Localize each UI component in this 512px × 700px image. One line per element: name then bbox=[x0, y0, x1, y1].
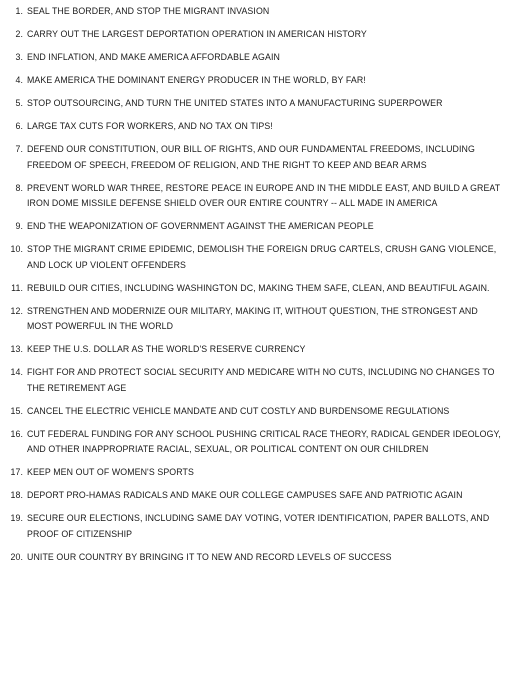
list-item bbox=[10, 96, 504, 112]
item-text: CANCEL THE ELECTRIC VEHICLE MANDATE AND CUT COSTLY AND BURDENSOME REGULATIONS bbox=[27, 405, 450, 416]
item-number: 6. bbox=[15, 121, 23, 131]
item-number: 4. bbox=[15, 75, 23, 85]
list-item bbox=[10, 27, 504, 43]
item-text: END INFLATION, AND MAKE AMERICA AFFORDABLE AGAIN bbox=[27, 52, 280, 62]
list-item bbox=[10, 281, 504, 297]
item-number: 8. bbox=[15, 182, 23, 193]
numbered-list bbox=[10, 4, 504, 565]
item-text: DEFEND OUR CONSTITUTION, OUR BILL OF RIGHTS, AND OUR FUNDAMENTAL FREEDOMS, INCLUDING FREEDOM OF SPEECH, FREEDOM OF RELIGION, AND THE RIGHT TO KEEP AND BEAR ARMS bbox=[27, 144, 475, 170]
item-number: 7. bbox=[15, 144, 23, 154]
list-item bbox=[10, 404, 504, 420]
item-text: STRENGTHEN AND MODERNIZE OUR MILITARY, MAKING IT, WITHOUT QUESTION, THE STRONGEST AND MOST POWERFUL IN THE WORLD bbox=[27, 305, 478, 331]
item-number: 19. bbox=[10, 513, 23, 523]
item-text: KEEP THE U.S. DOLLAR AS THE WORLD'S RESERVE CURRENCY bbox=[27, 344, 306, 354]
list-item bbox=[10, 219, 504, 235]
item-text: CUT FEDERAL FUNDING FOR ANY SCHOOL PUSHING CRITICAL RACE THEORY, RADICAL GENDER IDEOLOGY, AND OTHER INAPPROPRIATE RACIAL, SEXUAL, OR POLITICAL CONTENT ON OUR CHILDREN bbox=[27, 428, 501, 454]
item-number: 12. bbox=[10, 305, 23, 316]
item-number: 13. bbox=[10, 344, 23, 354]
item-number: 16. bbox=[10, 428, 23, 439]
item-number: 17. bbox=[10, 467, 23, 477]
item-number: 9. bbox=[15, 221, 23, 231]
list-item bbox=[10, 119, 504, 135]
item-text: UNITE OUR COUNTRY BY BRINGING IT TO NEW AND RECORD LEVELS OF SUCCESS bbox=[27, 551, 392, 562]
list-item bbox=[10, 50, 504, 66]
item-number: 15. bbox=[10, 405, 23, 416]
item-number: 11. bbox=[11, 282, 23, 293]
list-item bbox=[10, 342, 504, 358]
document-page bbox=[0, 4, 512, 700]
item-text: KEEP MEN OUT OF WOMEN'S SPORTS bbox=[27, 467, 194, 477]
item-number: 5. bbox=[15, 98, 23, 108]
list-item bbox=[10, 550, 504, 566]
list-item bbox=[10, 365, 504, 396]
list-item bbox=[10, 73, 504, 89]
item-text: LARGE TAX CUTS FOR WORKERS, AND NO TAX ON TIPS! bbox=[27, 121, 273, 131]
list-item bbox=[10, 427, 504, 458]
item-text: FIGHT FOR AND PROTECT SOCIAL SECURITY AND MEDICARE WITH NO CUTS, INCLUDING NO CHANGES TO THE RETIREMENT AGE bbox=[27, 367, 495, 393]
list-item bbox=[10, 142, 504, 173]
item-number: 1. bbox=[15, 6, 23, 16]
item-text: STOP OUTSOURCING, AND TURN THE UNITED STATES INTO A MANUFACTURING SUPERPOWER bbox=[27, 98, 443, 108]
item-text: REBUILD OUR CITIES, INCLUDING WASHINGTON DC, MAKING THEM SAFE, CLEAN, AND BEAUTIFUL AGAIN. bbox=[27, 282, 490, 293]
item-text: SECURE OUR ELECTIONS, INCLUDING SAME DAY VOTING, VOTER IDENTIFICATION, PAPER BALLOTS, AND PROOF OF CITIZENSHIP bbox=[27, 513, 490, 539]
item-text: SEAL THE BORDER, AND STOP THE MIGRANT INVASION bbox=[27, 6, 270, 16]
list-item bbox=[10, 488, 504, 504]
item-text: DEPORT PRO-HAMAS RADICALS AND MAKE OUR COLLEGE CAMPUSES SAFE AND PATRIOTIC AGAIN bbox=[27, 490, 463, 500]
list-item bbox=[10, 242, 504, 273]
list-item bbox=[10, 304, 504, 335]
list-item bbox=[10, 4, 504, 20]
item-text: END THE WEAPONIZATION OF GOVERNMENT AGAINST THE AMERICAN PEOPLE bbox=[27, 221, 374, 231]
item-number: 2. bbox=[15, 29, 23, 39]
list-item bbox=[10, 511, 504, 542]
item-number: 14. bbox=[10, 367, 23, 377]
item-text: PREVENT WORLD WAR THREE, RESTORE PEACE IN EUROPE AND IN THE MIDDLE EAST, AND BUILD A GREAT IRON DOME MISSILE DEFENSE SHIELD OVER OUR ENTIRE COUNTRY -- ALL MADE IN AMERICA bbox=[27, 182, 501, 208]
item-text: STOP THE MIGRANT CRIME EPIDEMIC, DEMOLISH THE FOREIGN DRUG CARTELS, CRUSH GANG VIOLENCE, AND LOCK UP VIOLENT OFFENDERS bbox=[27, 244, 497, 270]
item-number: 18. bbox=[10, 490, 23, 500]
list-item bbox=[10, 181, 504, 212]
item-text: CARRY OUT THE LARGEST DEPORTATION OPERATION IN AMERICAN HISTORY bbox=[27, 29, 367, 39]
list-item bbox=[10, 465, 504, 481]
item-number: 10. bbox=[10, 244, 23, 254]
item-text: MAKE AMERICA THE DOMINANT ENERGY PRODUCER IN THE WORLD, BY FAR! bbox=[27, 75, 366, 85]
item-number: 3. bbox=[15, 52, 23, 62]
item-number: 20. bbox=[10, 551, 23, 562]
